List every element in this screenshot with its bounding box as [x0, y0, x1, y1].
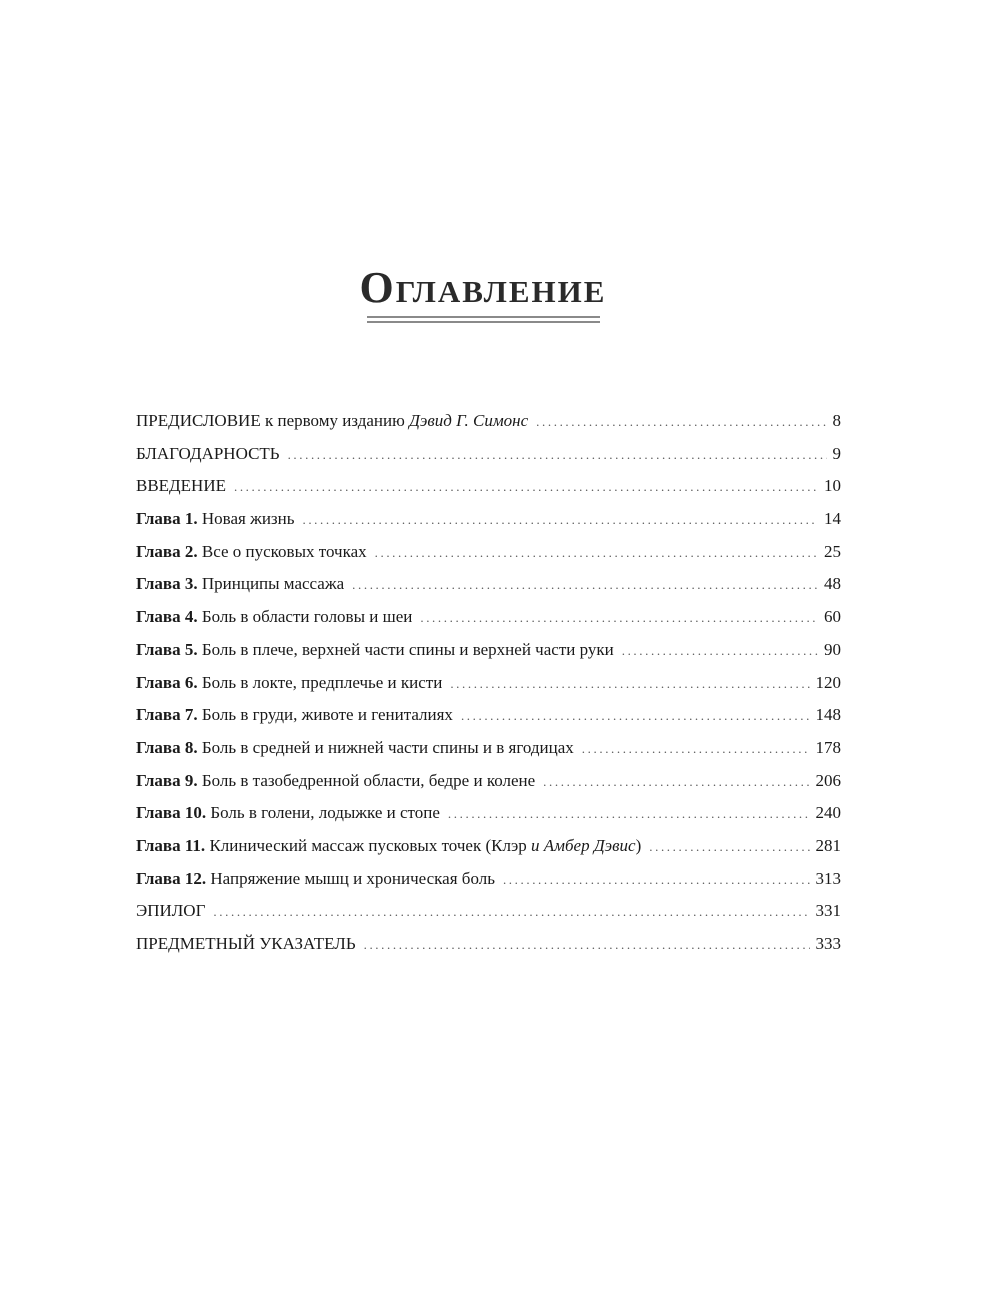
entry-title: ПРЕДМЕТНЫЙ УКАЗАТЕЛЬ	[136, 934, 356, 953]
chapter-number: Глава 8.	[136, 737, 198, 757]
toc-entry-label	[136, 634, 614, 666]
page-number: 60	[824, 607, 841, 627]
dot-leader	[364, 929, 810, 961]
toc-entry-label	[136, 503, 294, 535]
title-underline-line-2	[367, 321, 600, 323]
toc-entry[interactable]	[136, 536, 841, 569]
toc-entry[interactable]	[136, 470, 841, 503]
chapter-number: Глава 12.	[136, 868, 207, 888]
entry-title: БЛАГОДАРНОСТЬ	[136, 443, 280, 463]
dot-leader	[448, 798, 810, 830]
toc-entry-label	[136, 438, 280, 470]
toc-entry[interactable]	[136, 568, 841, 601]
entry-title: Боль в груди, животе и гениталиях	[197, 705, 453, 725]
dot-leader	[461, 700, 810, 732]
toc-entry-label	[136, 470, 226, 502]
dot-leader	[543, 766, 809, 798]
page-number: 178	[815, 737, 841, 757]
table-of-contents	[136, 405, 841, 961]
toc-entry[interactable]	[136, 438, 841, 471]
toc-entry-label	[136, 928, 356, 960]
toc-entry-label	[136, 601, 412, 633]
toc-entry[interactable]	[136, 601, 841, 634]
title-block	[0, 262, 966, 314]
page-number: 25	[824, 541, 841, 561]
entry-title: Клинический массаж пусковых точек (Клэр	[205, 835, 531, 855]
toc-entry-label	[136, 830, 641, 862]
toc-entry-label	[136, 568, 344, 600]
chapter-number: Глава 11.	[136, 835, 206, 855]
chapter-number: Глава 10.	[136, 803, 207, 823]
toc-entry-label	[136, 863, 495, 895]
page-number: 10	[824, 476, 841, 496]
dot-leader	[420, 602, 818, 634]
entry-title: ПРЕДИСЛОВИЕ к первому изданию	[136, 411, 410, 430]
page-number: 331	[815, 901, 841, 921]
chapter-number: Глава 9.	[136, 770, 198, 790]
toc-entry[interactable]	[136, 503, 841, 536]
toc-entry-label	[136, 699, 453, 731]
toc-entry-label	[136, 895, 205, 927]
chapter-number: Глава 6.	[136, 672, 198, 692]
toc-entry-label	[136, 667, 442, 699]
chapter-number: Глава 3.	[136, 574, 198, 594]
entry-title: Все о пусковых точках	[197, 541, 367, 561]
chapter-number: Глава 2.	[136, 541, 198, 561]
dot-leader	[302, 504, 818, 536]
dot-leader	[450, 668, 809, 700]
entry-title: ВВЕДЕНИЕ	[136, 476, 226, 496]
dot-leader	[582, 733, 810, 765]
page-number: 48	[824, 574, 841, 594]
page-number: 120	[815, 672, 841, 692]
entry-title: Новая жизнь	[197, 509, 295, 529]
page-title: Оглавление	[359, 263, 607, 312]
page-number: 90	[824, 639, 841, 659]
page-number: 240	[815, 803, 841, 823]
dot-leader	[503, 864, 810, 896]
entry-title: Боль в средней и нижней части спины и в ягодицах	[197, 737, 574, 757]
entry-author: и Амбер Дэвис	[531, 835, 636, 855]
chapter-number: Глава 7.	[136, 705, 198, 725]
toc-entry[interactable]	[136, 797, 841, 830]
entry-suffix: )	[635, 835, 642, 855]
dot-leader	[234, 471, 818, 503]
page-number: 14	[824, 509, 841, 529]
page-number: 206	[815, 770, 841, 790]
page-number: 148	[815, 705, 841, 725]
chapter-number: Глава 1.	[136, 509, 198, 529]
toc-entry-label	[136, 797, 440, 829]
page-number: 281	[815, 835, 841, 855]
entry-title: Боль в тазобедренной области, бедре и колене	[197, 770, 536, 790]
chapter-number: Глава 5.	[136, 639, 198, 659]
toc-entry[interactable]	[136, 895, 841, 928]
toc-entry[interactable]	[136, 699, 841, 732]
toc-entry[interactable]	[136, 830, 841, 863]
entry-title: Напряжение мышц и хроническая боль	[206, 868, 495, 888]
entry-title: Боль в голени, лодыжке и стопе	[206, 803, 440, 823]
dot-leader	[288, 439, 827, 471]
toc-entry-label	[136, 536, 367, 568]
toc-entry[interactable]	[136, 928, 841, 961]
page-number: 333	[815, 934, 841, 953]
page-number: 8	[832, 411, 841, 430]
dot-leader	[536, 406, 826, 438]
toc-entry[interactable]	[136, 863, 841, 896]
entry-title: ЭПИЛОГ	[136, 901, 206, 921]
toc-entry-label	[136, 732, 574, 764]
toc-entry[interactable]	[136, 634, 841, 667]
page-number: 9	[832, 443, 841, 463]
entry-title: Боль в плече, верхней части спины и верхней части руки	[197, 639, 614, 659]
title-underline-line-1	[367, 316, 600, 318]
dot-leader	[649, 831, 809, 863]
entry-author: Дэвид Г. Симонс	[409, 411, 529, 430]
dot-leader	[622, 635, 818, 667]
toc-entry-label	[136, 765, 535, 797]
toc-entry[interactable]	[136, 732, 841, 765]
toc-entry[interactable]	[136, 405, 841, 438]
toc-entry[interactable]	[136, 667, 841, 700]
dot-leader	[213, 896, 809, 928]
page-number: 313	[815, 868, 841, 888]
entry-title: Боль в локте, предплечье и кисти	[197, 672, 443, 692]
toc-entry[interactable]	[136, 765, 841, 798]
toc-entry-label	[136, 405, 528, 437]
title-underline	[367, 316, 600, 326]
chapter-number: Глава 4.	[136, 607, 198, 627]
dot-leader	[352, 569, 818, 601]
dot-leader	[375, 537, 818, 569]
entry-title: Принципы массажа	[197, 574, 345, 594]
entry-title: Боль в области головы и шеи	[197, 607, 413, 627]
